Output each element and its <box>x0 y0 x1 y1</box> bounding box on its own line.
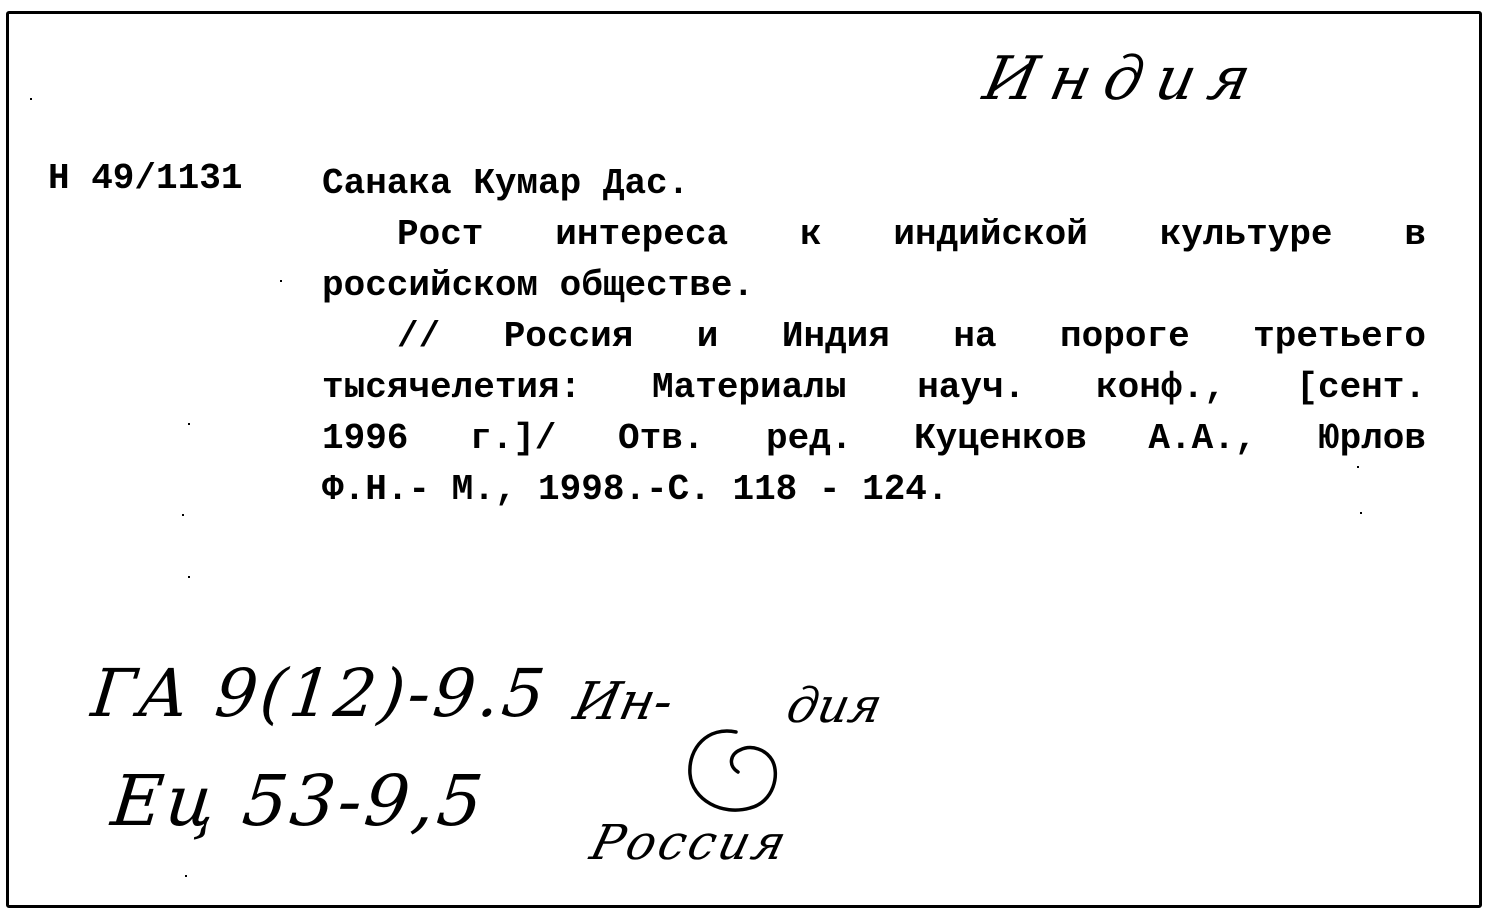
handwritten-note: дия <box>782 678 888 734</box>
title-line: Рост интереса к индийской культуре в <box>397 214 1426 255</box>
source-line: // Россия и Индия на пороге третьего <box>397 316 1426 357</box>
scan-speck <box>188 423 190 425</box>
bibliographic-entry <box>322 158 1426 515</box>
handwritten-note: Ин- <box>568 672 679 732</box>
scan-speck <box>1360 512 1362 514</box>
source-line: тысячелетия: Материалы науч. конф., [сент. <box>322 367 1426 408</box>
source-line: 1996 г.]/ Отв. ред. Куценков А.А., Юрлов <box>322 418 1426 459</box>
scan-speck <box>1357 466 1359 468</box>
shelf-mark: Н 49/1131 <box>48 158 243 199</box>
author-line: Санака Кумар Дас. <box>322 163 690 204</box>
handwritten-classification-1: ГА 9(12)-9.5 <box>87 655 552 732</box>
scan-speck <box>188 576 190 578</box>
title-line: российском обществе. <box>322 265 755 306</box>
scan-speck <box>30 98 32 100</box>
scan-speck <box>185 875 187 877</box>
handwritten-subject-heading: Индия <box>977 44 1271 114</box>
source-line: Ф.Н.- М., 1998.-С. 118 - 124. <box>322 469 949 510</box>
handwritten-classification-2: Ец 53-9,5 <box>107 760 490 842</box>
handwritten-circle-mark <box>678 712 790 824</box>
scan-speck <box>280 280 282 282</box>
handwritten-note-russia: Россия <box>585 815 795 871</box>
scan-speck <box>182 514 184 516</box>
